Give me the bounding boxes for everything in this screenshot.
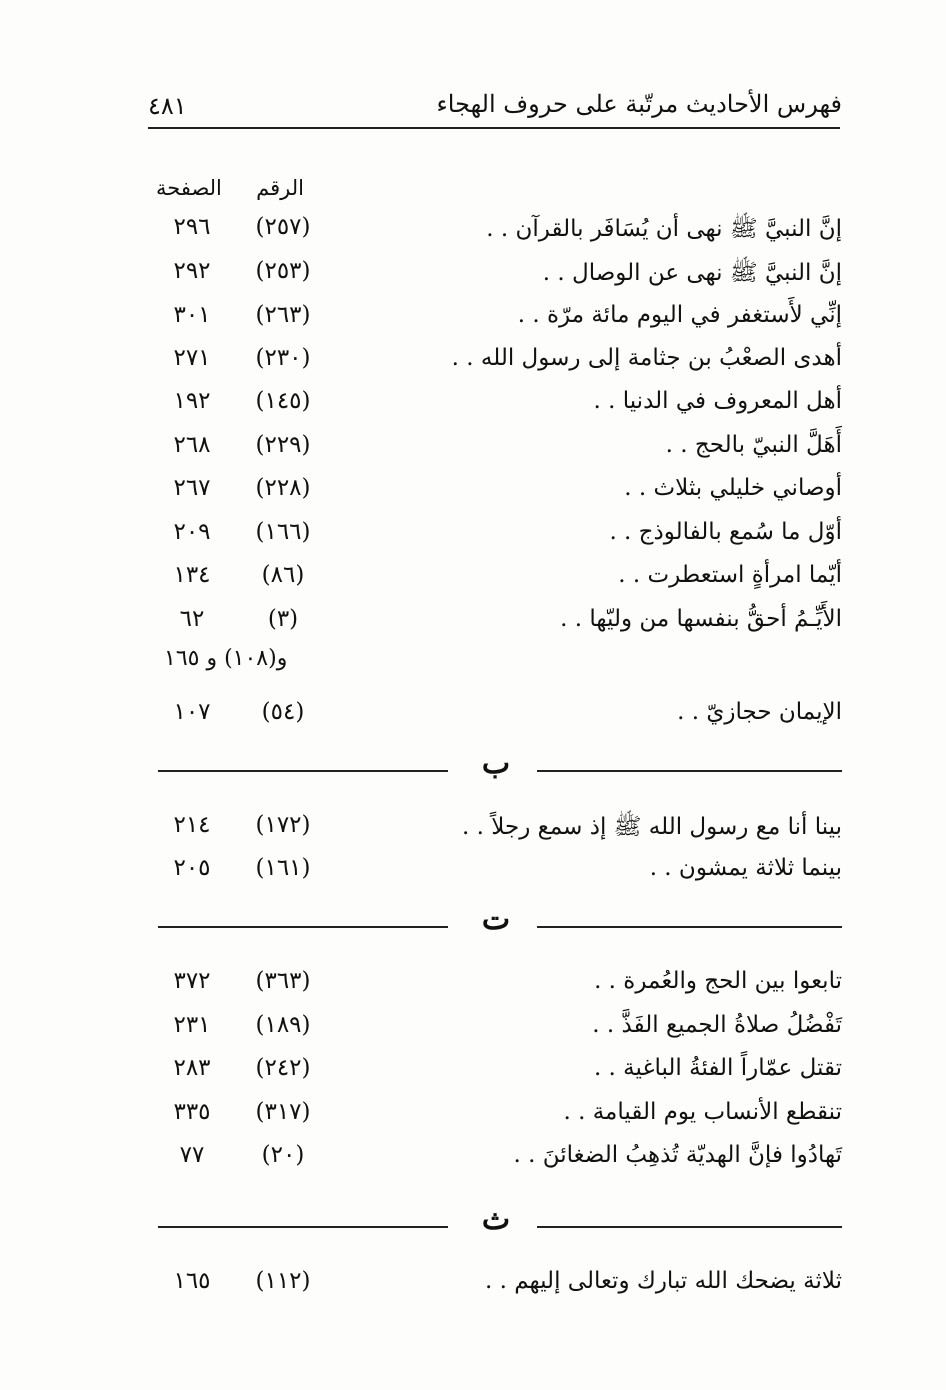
hadith-number: (٣٦٣) xyxy=(255,968,311,994)
hadith-text: أوصاني خليلي بثلاث . . xyxy=(624,475,842,501)
running-title: فهرس الأحاديث مرتّبة على حروف الهجاء xyxy=(436,90,842,118)
page-ref: ٢٨٣ xyxy=(173,1055,211,1081)
index-row xyxy=(150,428,842,468)
page-ref: ٢١٤ xyxy=(173,812,211,838)
page-ref: ٢٦٨ xyxy=(173,432,211,458)
divider-line-right xyxy=(537,770,842,772)
hadith-number: (٨٦) xyxy=(261,562,305,588)
page-ref: ٢٩٢ xyxy=(173,258,211,284)
hadith-number: (٢٤٢) xyxy=(255,1055,311,1081)
hadith-text: الأَيِّـمُ أحقُّ بنفسها من وليّها . . xyxy=(560,606,842,632)
page-ref: ٣٧٢ xyxy=(173,968,211,994)
page-ref: ٣٣٥ xyxy=(173,1099,211,1125)
section-divider xyxy=(158,746,842,792)
section-divider xyxy=(158,902,842,948)
index-row xyxy=(150,964,842,1004)
hadith-text: أهل المعروف في الدنيا . . xyxy=(593,388,842,414)
page-ref: ٢٠٥ xyxy=(173,855,211,881)
divider-line-left xyxy=(158,926,448,928)
page-number: ٤٨١ xyxy=(148,92,187,120)
hadith-text: بينما ثلاثة يمشون . . xyxy=(649,855,842,881)
index-row xyxy=(150,1008,842,1048)
index-row xyxy=(150,341,842,381)
column-header-number: الرقم xyxy=(256,176,304,200)
page-ref: ٦٢ xyxy=(179,606,205,632)
hadith-text: أهدى الصعْبُ بن جثامة إلى رسول الله . . xyxy=(451,345,842,371)
page-ref: ١٠٧ xyxy=(173,699,211,725)
section-letter: ت xyxy=(481,902,511,937)
index-row xyxy=(150,558,842,598)
hadith-number: (١٦٦) xyxy=(255,519,311,545)
hadith-number: (٢٠) xyxy=(261,1142,305,1168)
hadith-number: (٢٣٠) xyxy=(255,345,311,371)
index-row xyxy=(150,384,842,424)
hadith-text: أوّل ما سُمع بالفالوذج . . xyxy=(609,519,842,545)
hadith-text: تَهادُوا فإنَّ الهديّة تُذهِبُ الضغائنَ . . xyxy=(513,1142,842,1168)
hadith-text: الإيمان حجازيّ . . xyxy=(677,699,842,725)
hadith-number: (٢٢٩) xyxy=(255,432,311,458)
hadith-number: (٢٥٧) xyxy=(255,214,311,240)
hadith-number: (١٨٩) xyxy=(255,1012,311,1038)
hadith-number: (٥٤) xyxy=(261,699,305,725)
page-ref: ٢٠٩ xyxy=(173,519,211,545)
index-row xyxy=(150,298,842,338)
section-letter: ث xyxy=(481,1202,511,1237)
hadith-number: (١١٢) xyxy=(255,1268,311,1294)
hadith-number: (٣) xyxy=(267,606,299,632)
index-row xyxy=(150,851,842,891)
hadith-number: (١٧٢) xyxy=(255,812,311,838)
divider-line-right xyxy=(537,926,842,928)
hadith-text: ثلاثة يضحك الله تبارك وتعالى إليهم . . xyxy=(484,1268,842,1294)
divider-line-right xyxy=(537,1226,842,1228)
hadith-text: إنَّ النبيَّ ﷺ نهى عن الوصال . . xyxy=(542,260,842,286)
column-headers xyxy=(150,176,320,206)
extra-reference: و(١٠٨) و ١٦٥ xyxy=(164,646,288,671)
page-ref: ٢٩٦ xyxy=(173,214,211,240)
hadith-number: (٣١٧) xyxy=(255,1099,311,1125)
page-ref: ٢٧١ xyxy=(173,345,211,371)
index-row xyxy=(150,1264,842,1304)
hadith-text: تابعوا بين الحج والعُمرة . . xyxy=(594,968,842,994)
column-header-page: الصفحة xyxy=(156,176,222,200)
hadith-text: إنِّي لأَستغفر في اليوم مائة مرّة . . xyxy=(517,302,842,328)
page-ref: ١٩٢ xyxy=(173,388,211,414)
hadith-text: تقتل عمّاراً الفئةُ الباغية . . xyxy=(593,1055,842,1081)
index-row xyxy=(150,808,842,848)
hadith-number: (٢٢٨) xyxy=(255,475,311,501)
index-row xyxy=(150,1051,842,1091)
hadith-number: (١٤٥) xyxy=(255,388,311,414)
page-ref: ٣٠١ xyxy=(173,302,211,328)
index-row xyxy=(150,254,842,294)
hadith-text: تَفْضُلُ صلاةُ الجميع الفَذَّ . . xyxy=(592,1012,842,1038)
section-divider xyxy=(158,1202,842,1248)
index-row xyxy=(150,602,842,642)
page-ref: ١٣٤ xyxy=(173,562,211,588)
page-ref: ١٦٥ xyxy=(173,1268,211,1294)
index-row xyxy=(150,1138,842,1178)
page-ref: ٢٣١ xyxy=(173,1012,211,1038)
header-rule xyxy=(148,127,840,129)
hadith-number: (٢٥٣) xyxy=(255,258,311,284)
hadith-number: (١٦١) xyxy=(255,855,311,881)
hadith-text: أيّما امرأةٍ استعطرت . . xyxy=(618,562,842,588)
page-ref: ٢٦٧ xyxy=(173,475,211,501)
hadith-text: أَهَلَّ النبيّ بالحج . . xyxy=(665,432,842,458)
index-row xyxy=(150,210,842,250)
hadith-text: تنقطع الأنساب يوم القيامة . . xyxy=(563,1099,842,1125)
hadith-text: بينا أنا مع رسول الله ﷺ إذ سمع رجلاً . . xyxy=(462,814,842,840)
index-row xyxy=(150,471,842,511)
index-row xyxy=(150,695,842,735)
index-row xyxy=(150,1095,842,1135)
page-ref: ٧٧ xyxy=(179,1142,205,1168)
index-row xyxy=(150,515,842,555)
hadith-text: إنَّ النبيَّ ﷺ نهى أن يُسَافَر بالقرآن . . xyxy=(486,216,842,242)
divider-line-left xyxy=(158,770,448,772)
section-letter: ب xyxy=(481,746,511,781)
divider-line-left xyxy=(158,1226,448,1228)
hadith-number: (٢٦٣) xyxy=(255,302,311,328)
